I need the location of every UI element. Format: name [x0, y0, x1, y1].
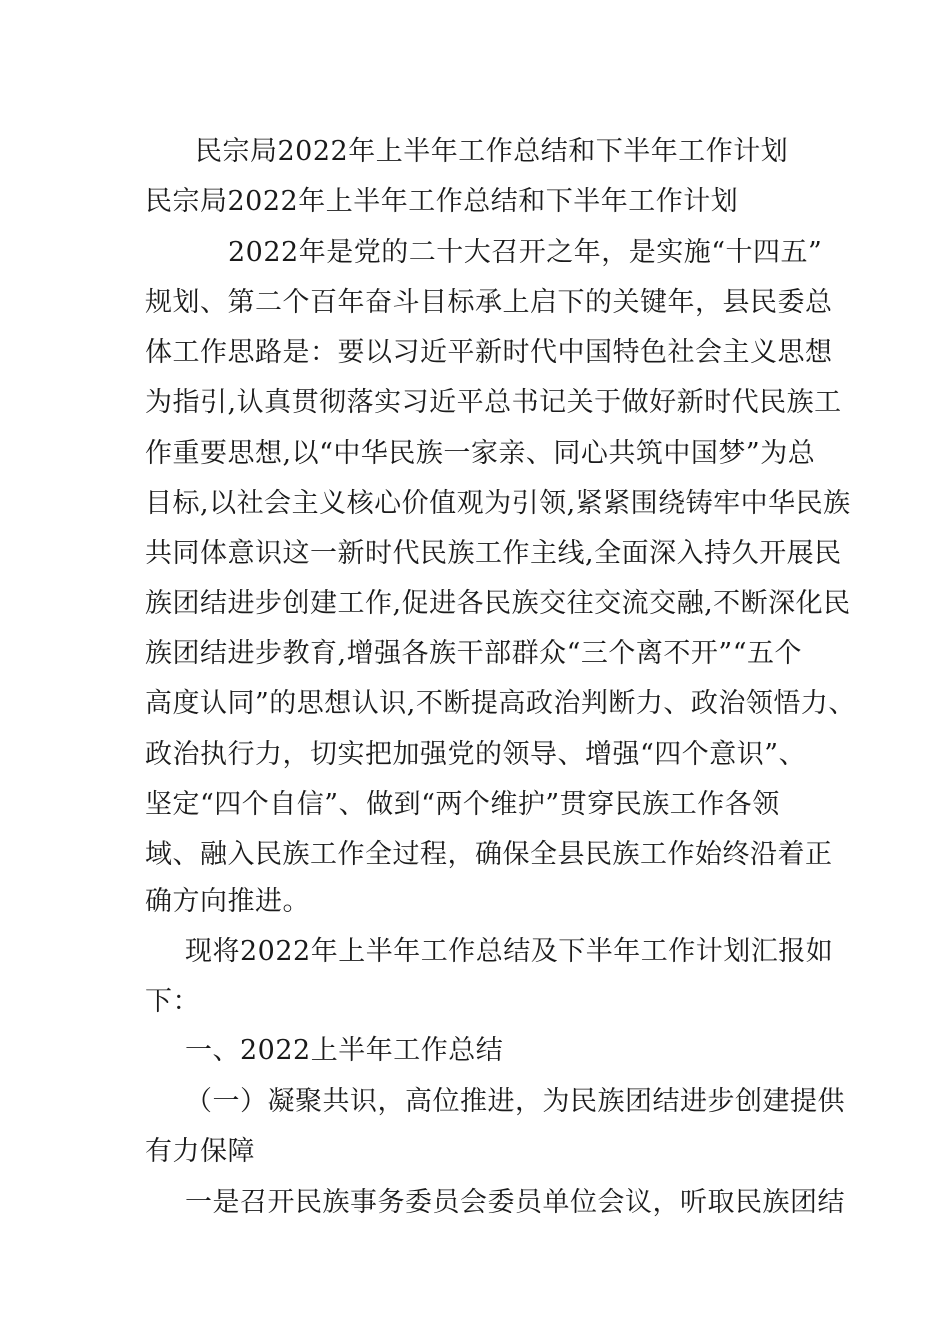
paragraph-line: 族团结进步创建工作,促进各民族交往交流交融,不断深化民 [145, 588, 851, 619]
paragraph-line: 族团结进步教育,增强各族干部群众“三个离不开”“五个 [145, 638, 802, 669]
paragraph-line: 2022年是党的二十大召开之年，是实施“十四五” [228, 237, 823, 268]
paragraph-line: 体工作思路是：要以习近平新时代中国特色社会主义思想 [145, 337, 833, 368]
section-heading: 一、2022上半年工作总结 [185, 1035, 504, 1066]
paragraph-line: 确方向推进。 [145, 886, 310, 917]
paragraph-line: 为指引,认真贯彻落实习近平总书记关于做好新时代民族工 [145, 387, 842, 418]
paragraph-line: 一是召开民族事务委员会委员单位会议，听取民族团结 [185, 1187, 845, 1218]
paragraph-line: 坚定“四个自信”、做到“两个维护”贯穿民族工作各领 [145, 789, 780, 820]
paragraph-line: 域、融入民族工作全过程，确保全县民族工作始终沿着正 [145, 839, 833, 870]
paragraph-line: 共同体意识这一新时代民族工作主线,全面深入持久开展民 [145, 538, 842, 569]
paragraph-line: 政治执行力，切实把加强党的领导、增强“四个意识”、 [145, 739, 807, 770]
paragraph-line: 现将2022年上半年工作总结及下半年工作计划汇报如 [185, 936, 834, 967]
subsection-heading: 有力保障 [145, 1136, 255, 1167]
document-title: 民宗局2022年上半年工作总结和下半年工作计划 [195, 136, 789, 167]
subsection-heading: （一）凝聚共识，高位推进，为民族团结进步创建提供 [185, 1086, 845, 1117]
paragraph-line: 下： [145, 986, 200, 1017]
document-subtitle: 民宗局2022年上半年工作总结和下半年工作计划 [145, 186, 739, 217]
paragraph-line: 高度认同”的思想认识,不断提高政治判断力、政治领悟力、 [145, 688, 856, 719]
paragraph-line: 目标,以社会主义核心价值观为引领,紧紧围绕铸牢中华民族 [145, 488, 851, 519]
paragraph-line: 作重要思想,以“中华民族一家亲、同心共筑中国梦”为总 [145, 438, 816, 469]
paragraph-line: 规划、第二个百年奋斗目标承上启下的关键年，县民委总 [145, 287, 833, 318]
